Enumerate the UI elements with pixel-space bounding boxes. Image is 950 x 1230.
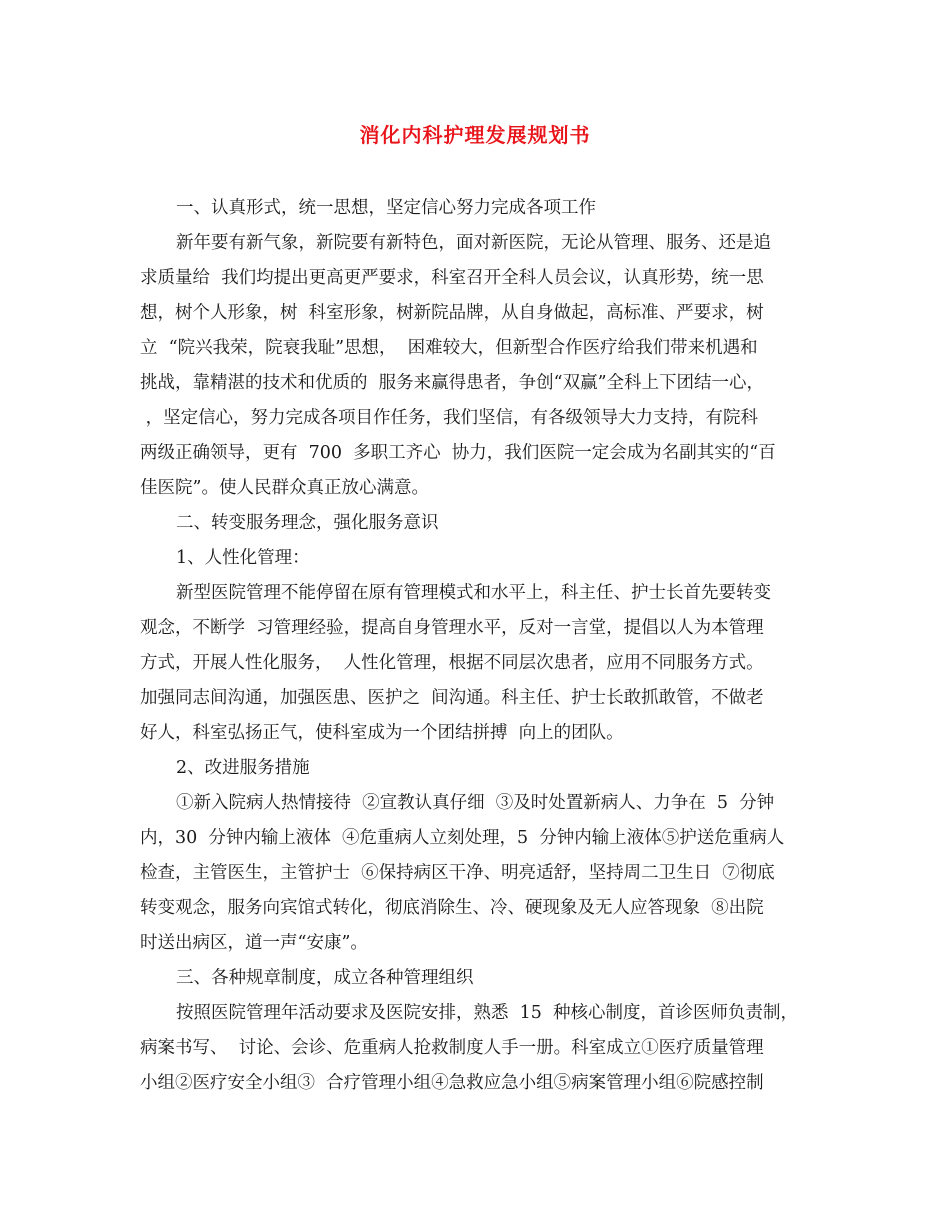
paragraph-line: 按照医院管理年活动要求及医院安排，熟悉 15 种核心制度，首诊医师负责制， (176, 1003, 799, 1023)
paragraph-line: 挑战，靠精湛的技术和优质的 服务来赢得患者，争创“双赢”全科上下团结一心， (140, 373, 765, 393)
paragraph-line: 病案书写、 讨论、会诊、危重病人抢救制度人手一册。科室成立①医疗质量管理 (140, 1038, 764, 1058)
section-heading: 三、各种规章制度，成立各种管理组织 (176, 968, 474, 988)
paragraph-line: 想，树个人形象，树 科室形象，树新院品牌，从自身做起，高标准、严要求，树 (140, 303, 764, 323)
section-heading: 一、认真形式，统一思想，坚定信心努力完成各项工作 (176, 198, 596, 218)
document-title: 消化内科护理发展规划书 (359, 123, 591, 147)
paragraph-line: ①新入院病人热情接待 ②宣教认真仔细 ③及时处置新病人、力争在 5 分钟 (176, 793, 775, 813)
paragraph-line: 观念，不断学 习管理经验，提高自身管理水平，反对一言堂，提倡以人为本管理 (140, 618, 764, 638)
paragraph-line: 方式，开展人性化服务， 人性化管理，根据不同层次患者，应用不同服务方式。 (140, 653, 764, 673)
paragraph-line: 求质量给 我们均提出更高更严要求，科室召开全科人员会议，认真形势，统一思 (140, 268, 764, 288)
paragraph-line: ，坚定信心，努力完成各项目作任务，我们坚信，有各级领导大力支持，有院科 (140, 408, 759, 428)
paragraph-line: 两级正确领导，更有 700 多职工齐心 协力，我们医院一定会成为名副其实的“百 (140, 443, 776, 463)
subsection-heading: 1、人性化管理： (176, 548, 310, 568)
paragraph-line: 佳医院”。使人民群众真正放心满意。 (140, 478, 429, 498)
paragraph-line: 立 “院兴我荣，院衰我耻”思想， 困难较大，但新型合作医疗给我们带来机遇和 (140, 338, 758, 358)
paragraph-line: 新年要有新气象，新院要有新特色，面对新医院，无论从管理、服务、还是追 (176, 233, 771, 253)
paragraph-line: 新型医院管理不能停留在原有管理模式和水平上，科主任、护士长首先要转变 (176, 583, 771, 603)
paragraph-line: 时送出病区，道一声“安康”。 (140, 933, 368, 953)
paragraph-line: 小组②医疗安全小组③ 合疗管理小组④急救应急小组⑤病案管理小组⑥院感控制 (140, 1073, 764, 1093)
paragraph-line: 转变观念，服务向宾馆式转化，彻底消除生、冷、硬现象及无人应答现象 ⑧出院 (140, 898, 764, 918)
section-heading: 二、转变服务理念，强化服务意识 (176, 513, 439, 533)
paragraph-line: 检查，主管医生，主管护士 ⑥保持病区干净、明亮适舒，坚持周二卫生日 ⑦彻底 (140, 863, 775, 883)
paragraph-line: 加强同志间沟通，加强医患、医护之 间沟通。科主任、护士长敢抓敢管，不做老 (140, 688, 764, 708)
paragraph-line: 内，30 分钟内输上液体 ④危重病人立刻处理，5 分钟内输上液体⑤护送危重病人 (140, 828, 785, 848)
subsection-heading: 2、改进服务措施 (176, 758, 310, 778)
paragraph-line: 好人，科室弘扬正气，使科室成为一个团结拼搏 向上的团队。 (140, 723, 624, 743)
